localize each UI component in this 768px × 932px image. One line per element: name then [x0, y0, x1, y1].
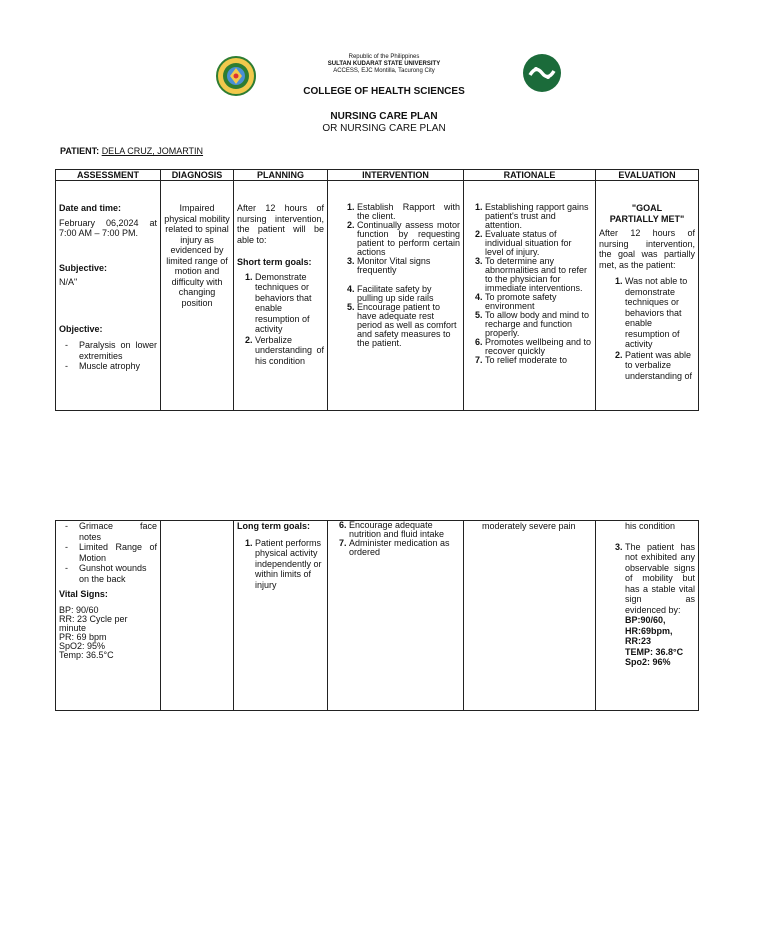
assessment-cell-cont — [56, 521, 161, 711]
intervention-item: 1. Establish Rapport with the client. — [357, 203, 460, 221]
vital-bp: BP: 90/60 — [59, 604, 99, 615]
intervention-item: 6. Encourage adequate nutrition and fluid intake — [349, 521, 460, 539]
eval-vital-bp: BP:90/60, — [625, 615, 666, 625]
rationale-item: 7. To relief moderate to — [485, 356, 592, 365]
rationale-item: 4. To promote safety environment — [485, 293, 592, 311]
patient-line — [60, 146, 203, 156]
intervention-cell-cont — [328, 521, 464, 711]
eval-vital-spo2: Spo2: 96% — [625, 657, 671, 667]
evaluation-cell — [596, 181, 699, 411]
subjective-label: Subjective: — [59, 262, 108, 273]
rationale-list — [467, 203, 592, 365]
intervention-list-cont — [331, 521, 460, 557]
objective-list — [59, 340, 157, 372]
col-assessment: ASSESSMENT — [56, 170, 161, 181]
patient-label: PATIENT: — [60, 146, 100, 156]
short-goal-item: 2. Verbalize understanding of his condition — [255, 335, 324, 367]
eval-vital-hr: HR:69bpm, — [625, 625, 673, 636]
care-plan-table-page1 — [55, 169, 699, 411]
col-evaluation: EVALUATION — [596, 170, 699, 181]
col-diagnosis: DIAGNOSIS — [161, 170, 234, 181]
long-term-goals — [237, 538, 324, 591]
eval-vital-rr: RR:23 — [625, 636, 652, 646]
vital-pr: PR: 69 bpm — [59, 631, 107, 642]
evaluation-list-cont — [599, 542, 695, 668]
diagnosis-text: Impaired physical mobility related to spinal injury as evidenced by limited range of motion and difficulty with changing position — [164, 203, 230, 308]
vital-temp: Temp: 36.5°C — [59, 649, 114, 660]
evaluation-cell-cont — [596, 521, 699, 711]
col-planning: PLANNING — [234, 170, 328, 181]
col-intervention: INTERVENTION — [328, 170, 464, 181]
rationale-item: 6. Promotes wellbeing and to recover quickly — [485, 338, 592, 356]
planning-cell — [234, 181, 328, 411]
short-goal-item: 1. Demonstrate techniques or behaviors that enable resumption of activity — [255, 272, 324, 335]
goal-status: "GOAL PARTIALLY MET" — [609, 203, 685, 224]
long-goal-item: 1. Patient performs physical activity independently or within limits of injury — [255, 538, 324, 591]
short-term-label: Short term goals: — [237, 257, 312, 267]
rationale-item: 1. Establishing rapport gains patient's trust and attention. — [485, 203, 592, 230]
diagnosis-cell — [161, 181, 234, 411]
objective-item: - Grimace face notes — [79, 521, 157, 542]
intervention-item: 7. Administer medication as ordered — [349, 539, 460, 557]
republic-line: Republic of the Philippines — [348, 54, 420, 60]
document-title: NURSING CARE PLAN — [330, 111, 438, 122]
objective-item: - Muscle atrophy — [79, 361, 157, 372]
objective-item: - Limited Range of Motion — [79, 542, 157, 563]
document-subtitle: OR NURSING CARE PLAN — [322, 123, 446, 134]
evaluation-item-cont: his condition — [625, 521, 676, 531]
intervention-cell — [328, 181, 464, 411]
diagnosis-cell-cont — [161, 521, 234, 711]
evaluation-item-text: The patient has not exhibited any observable signs of mobility but has a stable vital sign as evidenced by: — [625, 541, 695, 615]
intervention-item: 5. Encourage patient to have adequate rest period as well as comfort and safety measures to the patient. — [357, 303, 460, 348]
objective-label: Objective: — [59, 323, 103, 334]
objective-list-cont — [59, 521, 157, 584]
intervention-item: 2. Continually assess motor function by requesting patient to perform certain actions — [357, 221, 460, 257]
evaluation-list — [599, 276, 695, 381]
objective-item: - Paralysis on lower extremities — [79, 340, 157, 361]
objective-item: - Gunshot wounds on the back — [79, 563, 157, 584]
university-address: ACCESS, EJC Montilla, Tacurong City — [333, 68, 435, 74]
short-term-goals — [237, 272, 324, 367]
patient-name: DELA CRUZ, JOMARTIN — [101, 146, 204, 156]
rationale-item: 5. To allow body and mind to recharge and function properly. — [485, 311, 592, 338]
assessment-cell — [56, 181, 161, 411]
date-label: Date and time: — [59, 203, 122, 213]
intervention-list — [331, 203, 460, 348]
vital-rr: RR: 23 Cycle per minute — [59, 613, 128, 633]
vital-signs-label: Vital Signs: — [59, 589, 108, 599]
college-name: COLLEGE OF HEALTH SCIENCES — [303, 86, 465, 97]
rationale-cell-cont — [464, 521, 596, 711]
university-name: SULTAN KUDARAT STATE UNIVERSITY — [327, 61, 441, 67]
planning-cell-cont — [234, 521, 328, 711]
evaluation-item: 1. Was not able to demonstrate techniques or behaviors that enable resumption of activity — [625, 276, 695, 350]
planning-intro: After 12 hours of nursing intervention, the patient will be able to: — [237, 203, 324, 245]
eval-vital-temp: TEMP: 36.8°C — [625, 646, 684, 657]
rationale-item: 3. To determine any abnormalities and to refer to the physician for immediate interventions. — [485, 257, 592, 293]
rationale-item-cont: moderately severe pain — [482, 521, 576, 531]
evaluation-intro: After 12 hours of nursing intervention, the goal was partially met, as the patient: — [599, 228, 695, 270]
subjective-value: N/A" — [59, 277, 78, 287]
col-rationale: RATIONALE — [464, 170, 596, 181]
rationale-cell — [464, 181, 596, 411]
care-plan-table-page2 — [55, 520, 699, 711]
vital-spo2: SpO2: 95% — [59, 640, 106, 651]
evaluation-item — [625, 542, 695, 668]
date-value: February 06,2024 at 7:00 AM – 7:00 PM. — [59, 217, 157, 238]
rationale-item: 2. Evaluate status of individual situation for level of injury. — [485, 230, 592, 257]
evaluation-item: 2. Patient was able to verbalize understanding of — [625, 350, 695, 382]
intervention-item: 4. Facilitate safety by pulling up side rails — [357, 285, 460, 303]
intervention-item: 3. Monitor Vital signs frequently — [357, 257, 460, 275]
long-term-label: Long term goals: — [237, 521, 311, 531]
